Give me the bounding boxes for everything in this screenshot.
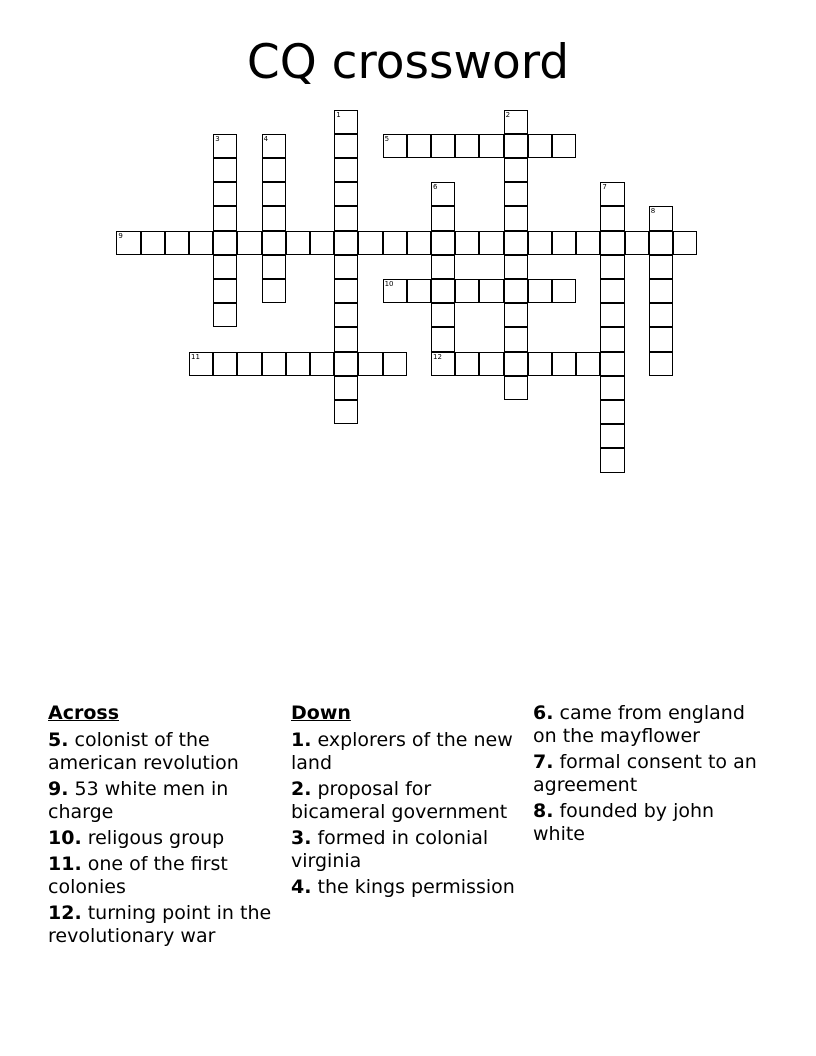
crossword-cell[interactable] bbox=[431, 134, 455, 158]
clue-item bbox=[291, 876, 523, 899]
down-clue-list-continued bbox=[533, 702, 765, 846]
crossword-cell[interactable] bbox=[334, 231, 358, 255]
clue-number: 11. bbox=[48, 853, 82, 875]
crossword-cell[interactable] bbox=[649, 327, 673, 351]
down-clue-list bbox=[291, 729, 523, 899]
crossword-cell[interactable] bbox=[189, 352, 213, 376]
crossword-cell[interactable] bbox=[673, 231, 697, 255]
crossword-cell[interactable] bbox=[625, 231, 649, 255]
crossword-cell[interactable] bbox=[431, 231, 455, 255]
clue-item bbox=[533, 702, 765, 748]
clue-text: founded by john white bbox=[533, 800, 715, 845]
crossword-cell[interactable] bbox=[213, 134, 237, 158]
crossword-cell[interactable] bbox=[455, 279, 479, 303]
crossword-cell[interactable] bbox=[334, 376, 358, 400]
crossword-cell[interactable] bbox=[262, 134, 286, 158]
clue-number: 4. bbox=[291, 876, 312, 898]
crossword-cell[interactable] bbox=[504, 134, 528, 158]
crossword-cell[interactable] bbox=[504, 376, 528, 400]
clue-item bbox=[48, 853, 280, 899]
crossword-cell[interactable] bbox=[431, 279, 455, 303]
crossword-cell[interactable] bbox=[213, 182, 237, 206]
crossword-cell[interactable] bbox=[334, 279, 358, 303]
crossword-cell[interactable] bbox=[358, 352, 382, 376]
crossword-cell[interactable] bbox=[528, 134, 552, 158]
crossword-cell[interactable] bbox=[552, 134, 576, 158]
clue-number: 9. bbox=[48, 778, 69, 800]
crossword-cell[interactable] bbox=[528, 352, 552, 376]
crossword-cell[interactable] bbox=[334, 327, 358, 351]
crossword-cell[interactable] bbox=[358, 231, 382, 255]
clue-text: formed in colonial virginia bbox=[291, 827, 489, 872]
crossword-cell[interactable] bbox=[504, 182, 528, 206]
page-title: CQ crossword bbox=[246, 35, 570, 90]
clue-number: 10 bbox=[384, 280, 394, 288]
crossword-cell[interactable] bbox=[504, 110, 528, 134]
crossword-cell[interactable] bbox=[334, 352, 358, 376]
crossword-cell[interactable] bbox=[504, 279, 528, 303]
crossword-cell[interactable] bbox=[237, 352, 261, 376]
clue-item bbox=[533, 751, 765, 797]
across-clues bbox=[48, 702, 280, 951]
crossword-cell[interactable] bbox=[237, 231, 261, 255]
crossword-cell[interactable] bbox=[649, 303, 673, 327]
crossword-cell[interactable] bbox=[600, 327, 624, 351]
clue-text: 53 white men in charge bbox=[48, 778, 229, 823]
crossword-cell[interactable] bbox=[407, 231, 431, 255]
clue-text: the kings permission bbox=[311, 876, 515, 898]
crossword-cell[interactable] bbox=[213, 303, 237, 327]
crossword-cell[interactable] bbox=[262, 352, 286, 376]
crossword-cell[interactable] bbox=[504, 231, 528, 255]
crossword-cell[interactable] bbox=[504, 206, 528, 230]
crossword-cell[interactable] bbox=[213, 255, 237, 279]
clue-text: came from england on the mayflower bbox=[533, 702, 745, 747]
clue-number: 7. bbox=[533, 751, 554, 773]
crossword-cell[interactable] bbox=[600, 255, 624, 279]
clue-number: 6. bbox=[533, 702, 554, 724]
crossword-cell[interactable] bbox=[262, 279, 286, 303]
clue-text: explorers of the new land bbox=[291, 729, 513, 774]
clue-item bbox=[291, 729, 523, 775]
clue-number: 10. bbox=[48, 827, 82, 849]
clue-number: 12 bbox=[433, 352, 442, 361]
crossword-cell[interactable] bbox=[189, 231, 213, 255]
crossword-cell[interactable] bbox=[213, 231, 237, 255]
clue-number: 2. bbox=[291, 778, 312, 800]
crossword-cell[interactable] bbox=[431, 327, 455, 351]
crossword-cell[interactable] bbox=[262, 255, 286, 279]
crossword-cell[interactable] bbox=[334, 134, 358, 158]
crossword-cell[interactable] bbox=[213, 352, 237, 376]
crossword-cell[interactable] bbox=[504, 255, 528, 279]
crossword-cell[interactable] bbox=[286, 231, 310, 255]
crossword-cell[interactable] bbox=[649, 231, 673, 255]
crossword-cell[interactable] bbox=[600, 424, 624, 448]
crossword-cell[interactable] bbox=[334, 182, 358, 206]
crossword-cell[interactable] bbox=[552, 231, 576, 255]
crossword-cell[interactable] bbox=[552, 279, 576, 303]
crossword-cell[interactable] bbox=[649, 279, 673, 303]
down-clues-continued bbox=[533, 702, 765, 849]
crossword-cell[interactable] bbox=[310, 231, 334, 255]
clue-text: formal consent to an agreement bbox=[533, 751, 757, 796]
clue-item bbox=[48, 827, 280, 850]
crossword-cell[interactable] bbox=[431, 206, 455, 230]
crossword-cell[interactable] bbox=[383, 352, 407, 376]
clue-text: colonist of the american revolution bbox=[48, 729, 239, 774]
clue-text: turning point in the revolutionary war bbox=[48, 902, 272, 947]
crossword-cell[interactable] bbox=[262, 231, 286, 255]
crossword-cell[interactable] bbox=[504, 303, 528, 327]
crossword-cell[interactable] bbox=[334, 158, 358, 182]
crossword-cell[interactable] bbox=[262, 206, 286, 230]
down-heading: Down bbox=[291, 702, 351, 724]
crossword-cell[interactable] bbox=[310, 352, 334, 376]
clue-number: 6 bbox=[433, 183, 438, 192]
crossword-cell[interactable] bbox=[528, 279, 552, 303]
crossword-cell[interactable] bbox=[213, 206, 237, 230]
crossword-cell[interactable] bbox=[383, 279, 407, 303]
clue-text: one of the first colonies bbox=[48, 853, 228, 898]
crossword-cell[interactable] bbox=[600, 206, 624, 230]
crossword-cell[interactable] bbox=[649, 352, 673, 376]
crossword-grid bbox=[0, 0, 816, 500]
crossword-cell[interactable] bbox=[455, 352, 479, 376]
crossword-cell[interactable] bbox=[431, 182, 455, 206]
clue-item bbox=[291, 778, 523, 824]
crossword-cell[interactable] bbox=[600, 376, 624, 400]
clue-number: 7 bbox=[602, 183, 607, 192]
clue-item bbox=[48, 778, 280, 824]
crossword-cell[interactable] bbox=[213, 279, 237, 303]
clue-text: religous group bbox=[81, 827, 225, 849]
clue-number: 11 bbox=[191, 352, 200, 361]
across-clue-list bbox=[48, 729, 280, 948]
clue-item bbox=[48, 902, 280, 948]
crossword-cell[interactable] bbox=[431, 352, 455, 376]
clue-number: 8 bbox=[650, 207, 656, 216]
crossword-cell[interactable] bbox=[431, 255, 455, 279]
crossword-cell[interactable] bbox=[504, 352, 528, 376]
crossword-cell[interactable] bbox=[262, 158, 286, 182]
crossword-cell[interactable] bbox=[334, 110, 358, 134]
crossword-cell[interactable] bbox=[262, 182, 286, 206]
clue-number: 4 bbox=[263, 134, 269, 143]
clue-number: 5. bbox=[48, 729, 69, 751]
clue-item bbox=[291, 827, 523, 873]
crossword-cell[interactable] bbox=[552, 352, 576, 376]
clue-number: 3 bbox=[215, 134, 220, 143]
crossword-cell[interactable] bbox=[334, 206, 358, 230]
crossword-cell[interactable] bbox=[165, 231, 189, 255]
crossword-cell[interactable] bbox=[600, 231, 624, 255]
crossword-cell[interactable] bbox=[213, 158, 237, 182]
down-clues bbox=[291, 702, 523, 902]
crossword-cell[interactable] bbox=[455, 134, 479, 158]
crossword-cell[interactable] bbox=[576, 231, 600, 255]
crossword-cell[interactable] bbox=[649, 206, 673, 230]
clue-number: 8. bbox=[533, 800, 554, 822]
crossword-cell[interactable] bbox=[649, 255, 673, 279]
clue-text: proposal for bicameral government bbox=[291, 778, 508, 823]
crossword-cell[interactable] bbox=[334, 255, 358, 279]
crossword-cell[interactable] bbox=[479, 279, 503, 303]
crossword-cell[interactable] bbox=[479, 134, 503, 158]
crossword-cell[interactable] bbox=[479, 231, 503, 255]
crossword-cell[interactable] bbox=[600, 400, 624, 424]
clue-number: 12. bbox=[48, 902, 82, 924]
clue-number: 2 bbox=[505, 110, 511, 119]
crossword-cell[interactable] bbox=[528, 231, 552, 255]
crossword-cell[interactable] bbox=[116, 231, 140, 255]
crossword-cell[interactable] bbox=[383, 231, 407, 255]
crossword-cell[interactable] bbox=[600, 448, 624, 472]
crossword-cell[interactable] bbox=[576, 352, 600, 376]
clue-item bbox=[533, 800, 765, 846]
crossword-cell[interactable] bbox=[600, 352, 624, 376]
clue-number: 1 bbox=[336, 110, 341, 119]
crossword-cell[interactable] bbox=[479, 352, 503, 376]
clue-item bbox=[48, 729, 280, 775]
crossword-cell[interactable] bbox=[334, 303, 358, 327]
crossword-cell[interactable] bbox=[334, 400, 358, 424]
clue-number: 1. bbox=[291, 729, 312, 751]
crossword-cell[interactable] bbox=[407, 279, 431, 303]
clue-number: 5 bbox=[384, 134, 390, 143]
crossword-cell[interactable] bbox=[407, 134, 431, 158]
across-heading: Across bbox=[48, 702, 120, 724]
crossword-cell[interactable] bbox=[141, 231, 165, 255]
crossword-cell[interactable] bbox=[286, 352, 310, 376]
clue-number: 3. bbox=[291, 827, 312, 849]
crossword-cell[interactable] bbox=[600, 279, 624, 303]
crossword-cell[interactable] bbox=[504, 158, 528, 182]
crossword-cell[interactable] bbox=[455, 231, 479, 255]
crossword-cell[interactable] bbox=[600, 182, 624, 206]
clue-number: 9 bbox=[118, 231, 123, 240]
crossword-cell[interactable] bbox=[431, 303, 455, 327]
crossword-cell[interactable] bbox=[383, 134, 407, 158]
crossword-cell[interactable] bbox=[504, 327, 528, 351]
crossword-cell[interactable] bbox=[600, 303, 624, 327]
